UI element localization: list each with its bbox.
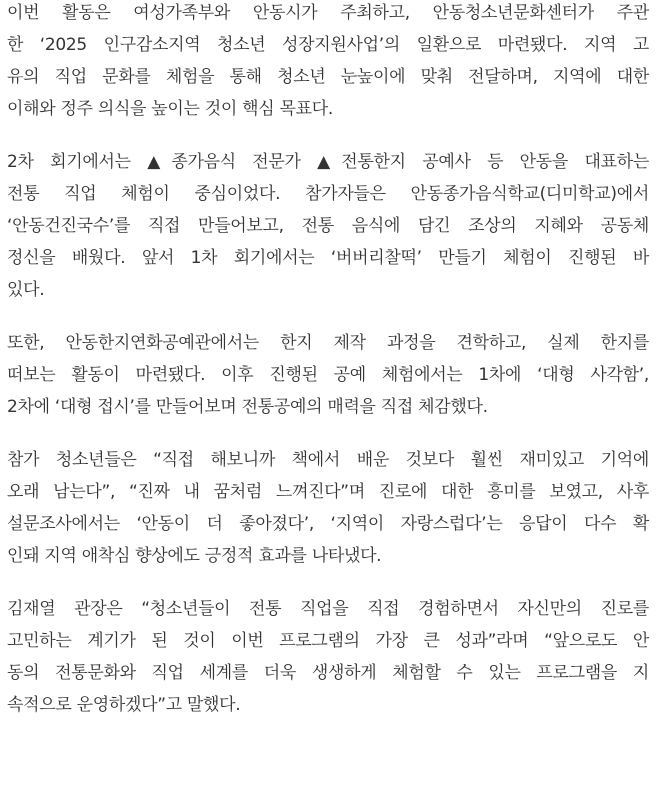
text-line: 인돼 지역 애착심 향상에도 긍정적 효과를 나타냈다. [7, 546, 382, 566]
text-line: 정신을 배웠다. 앞서 1차 회기에서는 ‘버버리찰떡’ 만들기 체험이 진행된 바 [7, 248, 649, 268]
paragraph-second-session [7, 146, 649, 306]
text-line: 속적으로 운영하겠다”고 말했다. [7, 695, 241, 715]
paragraph-hanji-craft [7, 327, 649, 423]
text-line: 또한, 안동한지연화공예관에서는 한지 제작 과정을 견학하고, 실제 한지를 [7, 333, 649, 353]
article-body [7, 0, 649, 742]
text-line: 설문조사에서는 ‘안동이 더 좋아졌다’, ‘지역이 자랑스럽다’는 응답이 다수 확 [7, 514, 649, 534]
text-line: 참가 청소년들은 “직접 해보니까 책에서 배운 것보다 훨씬 재미있고 기억에 [7, 450, 649, 470]
paragraph-participant-feedback [7, 444, 649, 572]
text-line: 전통 직업 체험이 중심이었다. 참가자들은 안동종가음식학교(디미학교)에서 [7, 184, 649, 204]
paragraph-program-overview [7, 0, 649, 125]
text-line: 떠보는 활동이 마련됐다. 이후 진행된 공예 체험에서는 1차에 ‘대형 사각함’, [7, 365, 649, 385]
text-line: 한 ‘2025 인구감소지역 청소년 성장지원사업’의 일환으로 마련됐다. 지역 고 [7, 35, 649, 55]
paragraph-director-quote [7, 593, 649, 721]
text-line: 2차에 ‘대형 접시’를 만들어보며 전통공예의 매력을 직접 체감했다. [7, 397, 488, 417]
text-line: ‘안동건진국수’를 직접 만들어보고, 전통 음식에 담긴 조상의 지혜와 공동체 [7, 216, 649, 236]
text-line: 오래 남는다”, “진짜 내 꿈처럼 느껴진다”며 진로에 대한 흥미를 보였고, 사후 [7, 482, 649, 502]
text-line: 이번 활동은 여성가족부와 안동시가 주최하고, 안동청소년문화센터가 주관 [7, 3, 649, 23]
text-line: 이해와 정주 의식을 높이는 것이 핵심 목표다. [7, 99, 333, 119]
text-line: 김재열 관장은 “청소년들이 전통 직업을 직접 경험하면서 자신만의 진로를 [7, 599, 649, 619]
text-line: 유의 직업 문화를 체험을 통해 청소년 눈높이에 맞춰 전달하며, 지역에 대한 [7, 67, 649, 87]
text-line: 2차 회기에서는 ▲종가음식 전문가 ▲전통한지 공예사 등 안동을 대표하는 [7, 152, 649, 172]
text-line: 있다. [7, 280, 45, 300]
text-line: 고민하는 계기가 된 것이 이번 프로그램의 가장 큰 성과”라며 “앞으로도 안 [7, 631, 649, 651]
text-line: 동의 전통문화와 직업 세계를 더욱 생생하게 체험할 수 있는 프로그램을 지 [7, 663, 649, 683]
